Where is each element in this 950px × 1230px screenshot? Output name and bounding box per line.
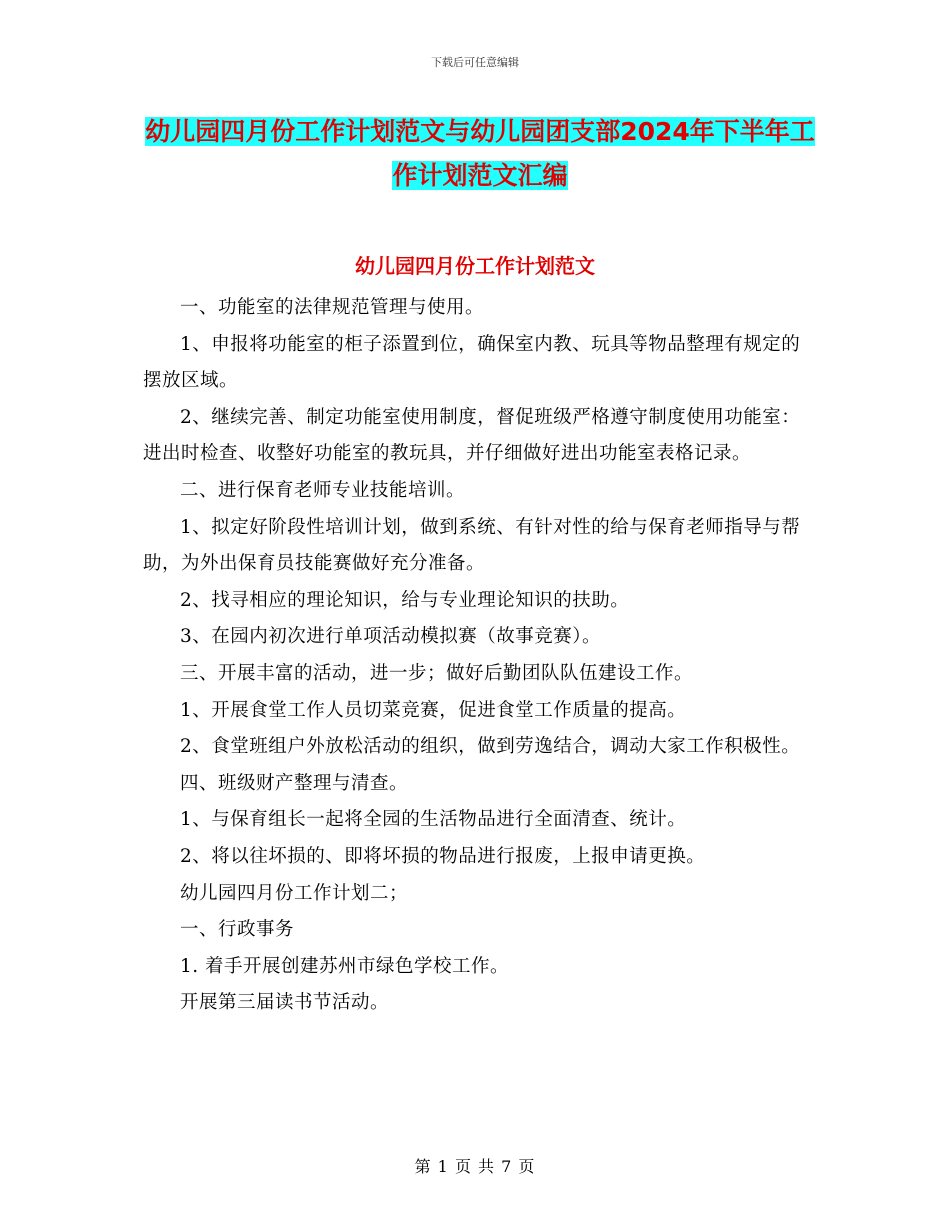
page-footer: 第 1 页 共 7 页	[414, 1157, 536, 1176]
paragraph: 2、将以往坏损的、即将坏损的物品进行报废，上报申请更换。	[180, 845, 706, 867]
paragraph: 1. 着手开展创建苏州市绿色学校工作。	[180, 955, 510, 977]
paragraph: 四、班级财产整理与清查。	[180, 772, 409, 794]
paragraph: 开展第三届读书节活动。	[180, 992, 390, 1014]
paragraph: 1、申报将功能室的柜子添置到位，确保室内教、玩具等物品整理有规定的摆放区域。	[143, 333, 801, 392]
paragraph: 三、开展丰富的活动，进一步；做好后勤团队队伍建设工作。	[180, 662, 694, 684]
paragraph: 2、继续完善、制定功能室使用制度，督促班级严格遵守制度使用功能室：进出时检查、收整好功能室的教玩具，并仔细做好进出功能室表格记录。	[143, 406, 801, 465]
paragraph: 1、与保育组长一起将全园的生活物品进行全面清查、统计。	[180, 809, 687, 831]
paragraph: 一、行政事务	[180, 919, 295, 941]
paragraph: 1、拟定好阶段性培训计划，做到系统、有针对性的给与保育老师指导与帮助，为外出保育员技能赛做好充分准备。	[143, 516, 801, 575]
paragraph: 幼儿园四月份工作计划二；	[180, 882, 409, 904]
paragraph: 3、在园内初次进行单项活动模拟赛（故事竞赛）。	[180, 626, 602, 648]
paragraph: 2、找寻相应的理论知识，给与专业理论知识的扶助。	[180, 589, 630, 611]
paragraph: 2、食堂班组户外放松活动的组织，做到劳逸结合，调动大家工作积极性。	[180, 736, 801, 758]
section-title: 幼儿园四月份工作计划范文	[355, 254, 595, 278]
paragraph: 二、进行保育老师专业技能培训。	[180, 479, 466, 501]
document-title	[140, 110, 820, 198]
paragraph: 1、开展食堂工作人员切菜竞赛，促进食堂工作质量的提高。	[180, 699, 687, 721]
header-note: 下载后可任意编辑	[431, 56, 519, 69]
paragraph: 一、功能室的法律规范管理与使用。	[180, 297, 485, 318]
document-title-text: 幼儿园四月份工作计划范文与幼儿园团支部2024年下半年工作计划范文汇编	[145, 117, 815, 190]
document-body	[143, 290, 809, 1022]
